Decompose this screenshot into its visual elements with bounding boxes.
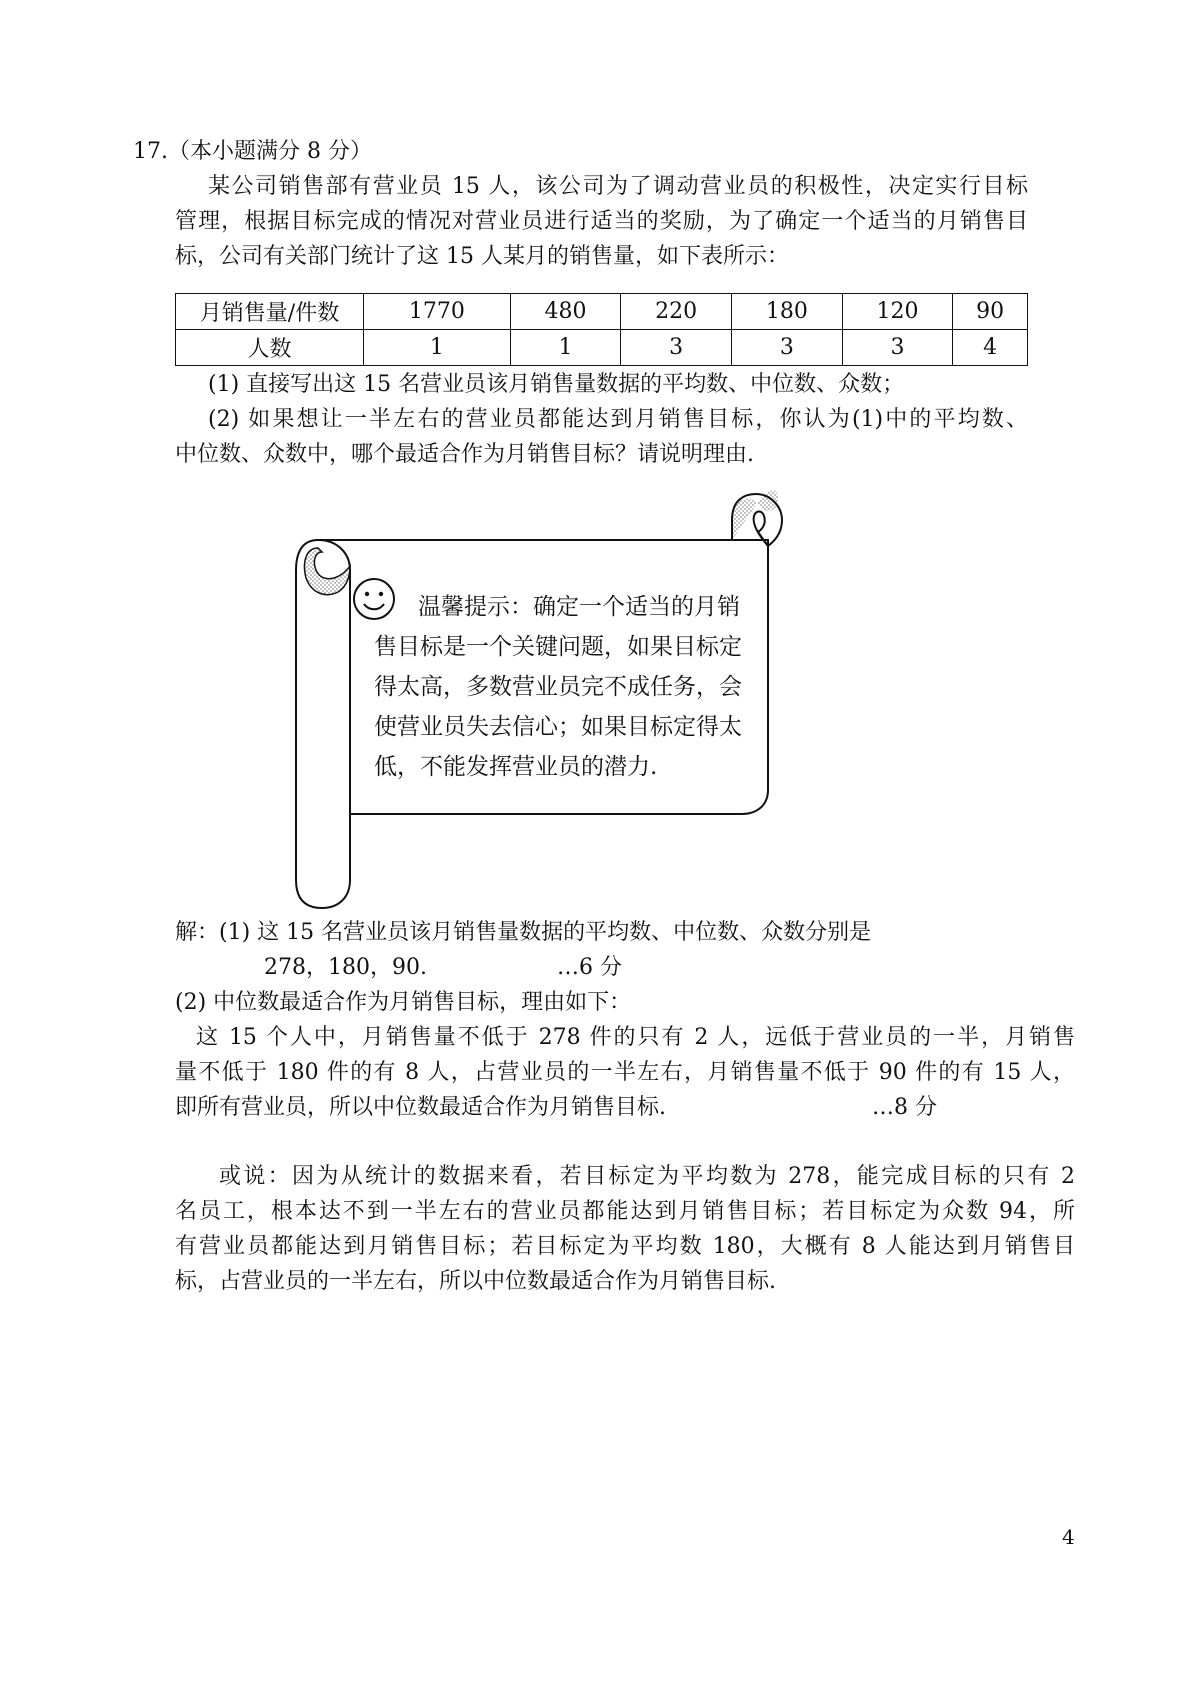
hint-line: 温馨提示：确定一个适当的月销: [418, 594, 740, 620]
question-2-line: 中位数、众数中，哪个最适合作为月销售目标？请说明理由.: [175, 442, 754, 467]
count-cell: 4: [953, 330, 1028, 366]
count-cell: 1: [510, 330, 621, 366]
solution-part2-line: 量不低于 180 件的有 8 人，占营业员的一半左右，月销售量不低于 90 件的有 15 人，: [175, 1060, 1075, 1085]
hint-line: 低，不能发挥营业员的潜力.: [374, 754, 658, 780]
problem-header: 17.（本小题满分 8 分）: [133, 139, 372, 164]
row-header-count: 人数: [176, 330, 364, 366]
count-cell: 1: [364, 330, 511, 366]
intro-line: 标，公司有关部门统计了这 15 人某月的销售量，如下表所示：: [175, 244, 789, 269]
alt-answer-line: 名员工，根本达不到一半左右的营业员都能达到月销售目标；若目标定为众数 94，所: [175, 1199, 1075, 1224]
solution-part2-line: 这 15 个人中，月销售量不低于 278 件的只有 2 人，远低于营业员的一半，月销售: [196, 1025, 1075, 1050]
count-cell: 3: [621, 330, 732, 366]
solution-part2-line: 即所有营业员，所以中位数最适合作为月销售目标.: [175, 1095, 666, 1120]
page-number: 4: [1062, 1525, 1075, 1549]
count-cell: 3: [732, 330, 843, 366]
smiley-icon: [354, 579, 394, 619]
question-2-line: (2) 如果想让一半左右的营业员都能达到月销售目标，你认为(1)中的平均数、: [208, 407, 1028, 432]
scroll-left-roll: [296, 540, 350, 908]
alt-answer-line: 或说：因为从统计的数据来看，若目标定为平均数为 278，能完成目标的只有 2: [219, 1164, 1075, 1189]
sales-cell: 120: [842, 294, 953, 330]
hint-line: 售目标是一个关键问题，如果目标定: [374, 634, 742, 660]
alt-answer-line: 有营业员都能达到月销售目标；若目标定为平均数 180，大概有 8 人能达到月销售目: [175, 1234, 1075, 1259]
question-1: (1) 直接写出这 15 名营业员该月销售量数据的平均数、中位数、众数；: [208, 372, 905, 397]
hint-line: 使营业员失去信心；如果目标定得太: [374, 714, 742, 740]
solution-part1: 解：(1) 这 15 名营业员该月销售量数据的平均数、中位数、众数分别是: [175, 920, 872, 945]
score-mark: …6 分: [557, 955, 622, 980]
solution-part2-header: (2) 中位数最适合作为月销售目标，理由如下：: [175, 990, 632, 1015]
intro-line: 某公司销售部有营业员 15 人，该公司为了调动营业员的积极性，决定实行目标: [208, 174, 1028, 199]
sales-cell: 180: [732, 294, 843, 330]
sales-cell: 1770: [364, 294, 511, 330]
hint-line: 得太高，多数营业员完不成任务，会: [374, 674, 742, 700]
count-cell: 3: [842, 330, 953, 366]
alt-answer-line: 标，占营业员的一半左右，所以中位数最适合作为月销售目标.: [175, 1269, 776, 1294]
sales-cell: 220: [621, 294, 732, 330]
sales-cell: 480: [510, 294, 621, 330]
row-header-sales: 月销售量/件数: [176, 294, 364, 330]
solution-part1-values: 278，180，90.: [264, 955, 427, 980]
sales-cell: 90: [953, 294, 1028, 330]
intro-line: 管理，根据目标完成的情况对营业员进行适当的奖励，为了确定一个适当的月销售目: [175, 209, 1028, 234]
score-mark: …8 分: [872, 1095, 937, 1120]
